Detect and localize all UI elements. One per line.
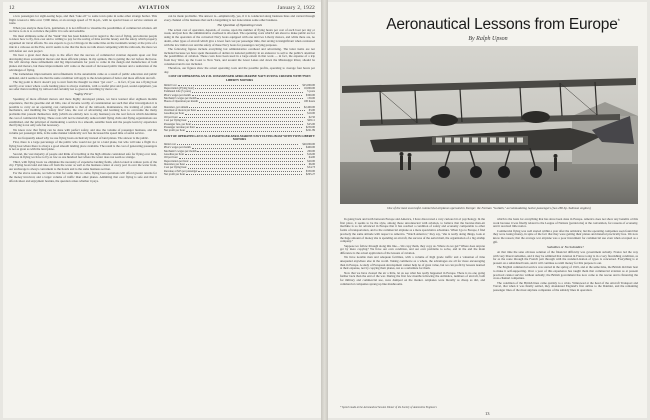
spine-gutter [321, 0, 328, 420]
running-title: AVIATION [138, 5, 170, 11]
paragraph: For the above reasons, we believe that for some time to come, flying boat operations will afford greater returns for the money involved, and a larger volume of traffic than other planes. Admitting that over flying is safe and that it affords sheer and enjoyment besides, the question arises whether it pays. [9, 171, 157, 183]
right-page [328, 2, 647, 418]
left-column-1 [9, 15, 157, 415]
leader-dots [189, 106, 300, 108]
row-value: $250.00 [305, 125, 315, 129]
row-value: $28.11 [307, 119, 315, 123]
right-column-2 [493, 218, 638, 404]
row-value: 150.00 [307, 97, 315, 101]
row-value: $20.00 [307, 159, 315, 163]
byline: By Ralph Upson [468, 36, 508, 42]
row-value: $400.00 [305, 146, 315, 150]
leader-dots [190, 160, 304, 162]
row-value: $40,000.00 [302, 142, 315, 146]
row-label: Oil per hour [164, 115, 178, 119]
paragraph: Commercial flying was well started within a year after the armistice; but the operating companies soon found that they were losing money, in spite of the fact that they were getting their planes and material practically free. We now know the reason; that the average war airplane was a poor investment for commercial use even when accepted as a gift. [493, 228, 638, 244]
table2-rows [164, 143, 315, 176]
subhead-operating-costs: The Question of Operating Costs [217, 22, 262, 27]
paragraph: In going back and forth between Europe and America, I have discovered a very curious bit of psychology. In the first place, it seems to be the style, among those unconnected with aviation, to believe that the heavier-than-air machine is so far advanced in Europe that it has reached a condition of safety and economy comparable to other forms of transportation, and to the commercial airplane as a mere speculative adventure. When I go to Europe, I find precisely the same attitude with respect to America. "Watch America," they say, "she is really doing things, look at the huge amount of money she is spending on aircraft, the success of the aerial mail, the organization of a big airship company." [340, 218, 485, 244]
left-column-2 [164, 15, 315, 415]
paragraph: At that time the sane obvious solution of the financial difficulty was government subsidy. France led the way with very liberal subsidies, and it may be admitted that aviation in France today is in a very flourishing condition, as far as the route through the French pair through with the standard-ization of types is concerned. Everything is at present on a subsidized basis, and it will continue so until money for this purpose is out. [493, 249, 638, 265]
row-value: $16.00 [307, 152, 315, 156]
row-value: $25.00 [307, 122, 315, 126]
leader-dots [185, 153, 303, 155]
row-label: Pilot's wages per month [164, 93, 191, 97]
row-value: $300.00 [305, 93, 315, 97]
paragraph: We are frequently asked why we use flying boats exclusively instead of land planes. The answer is the public. [13, 135, 149, 140]
row-label: Net profit per hour [164, 173, 186, 177]
table2-title: COST OF OPERATING AN F-5L 14 PASSENGER AERO-MARINE NAVY FLYING BOAT WITH TWIN LIBERTY MOTORS [164, 133, 315, 142]
paragraph: When you analyze these facts, gentlemen, it is not difficult to visualize the possibilities of commercial aviation. All we have to do is to convince the public it is safe and sensible. [9, 25, 157, 34]
photo-farman-goliath [340, 46, 638, 204]
row-label: Insurance per hour [164, 163, 185, 166]
subhead-safety-first: "Safety First" [73, 92, 93, 97]
paragraph: The big point is that it doesn't pay to start from the thought we must "get over" — in fact, if you use a flying boat and fly over water where a safe landing place is always available, with a careful pilot and good, sound equipment, you are safer than travelling by railroad and certainly not so great as travelling by motor car. [9, 79, 157, 92]
leader-dots [192, 94, 302, 96]
leader-dots [186, 163, 305, 165]
paragraph: Now that we have cleared the air a little, let us see what has really happened in Europe. There is no one going further back than the end of the war. During the first few months following the Armistice, numbers of aircraft, both for military and commercial use, were dumped on the market. Airplanes were literally as cheap as dirt, and commercial companies sprang up like mushrooms. [340, 270, 485, 286]
row-label: Estimated Life (5 years) [164, 90, 192, 94]
leader-dots [197, 150, 303, 152]
table1-rows [164, 84, 315, 104]
row-value: $2.50 [308, 115, 315, 119]
paragraph: Third, with flying boats we eliminate the necessity of expensive landing fields, often located at remote parts of the city. Flying boats land and take off from the water as well as the business center of every port in over the water front, our anchorage is always convenient to the hotels and to the same business section. [9, 159, 157, 171]
paragraph: The condition of the British lines came quickly to a crisis. Winnowed at the head of the Aircraft Transport and Travel, that when it was finally settled, they abandoned England's first airline to the Daimler, and the remaining passenger lines of the most airplane companies of the subsidy lines in operation. [493, 280, 638, 293]
row-value: $3.00 [308, 109, 315, 113]
photo-caption: One of the most successful commercial airplanes operated in Europe: the Farman "Goliath," accommodating twelve passengers (two 260 hp. Salmson engines) [387, 206, 591, 210]
leader-dots [188, 166, 304, 168]
row-value: $25,000.00 [302, 83, 315, 87]
paragraph: Second, the vast majority of people and think of travelling at the high altitude considered safe for flying over land, whereas in flying we have to fly as low as one hundred feet where the water does not seem so strange. [9, 151, 157, 160]
paragraph: First, there is a large percentage of the public who would not get in a land plane, but who will take a flight in a flying boat where there is always a good smooth landing place available. The result is the cost of generating passengers is not as great as with the land plane. [9, 139, 157, 152]
row-value: $10.00 [307, 112, 315, 116]
header-rule [9, 12, 315, 13]
table1-rows-b [164, 106, 315, 133]
table-row [164, 129, 315, 132]
row-label: Oil per hour [164, 156, 178, 160]
article-title: Aeronautical Lessons from Europe* [386, 16, 620, 33]
paragraph: We hear a great deal these days to the effect that the success of commercial aviation depends upon our first developing more economical motors and more efficient planes. In my opinion, this is getting the cart before the horse. We will develop these refinements and big improvements for years to come in the design and manufacture of both planes and motors, but these improvements will come as the result of increased public interest and a realization of the advantages of flying. [9, 52, 157, 72]
issue-date: January 2, 1922 [277, 5, 315, 11]
leader-dots [179, 156, 305, 158]
paragraph: The English commercial service was started in the spring of 1919, and at the same time, the British did their best to make it self-supporting. Over a year of this experience has taught them that commercial aviation as at present practiced cannot survive without subsidy; the British government has now come to the rescue and is financing the cross-channel companies. [493, 265, 638, 281]
row-label: Cost per flying hour [164, 166, 187, 170]
row-value: $221.89 [305, 129, 315, 133]
leader-dots [192, 146, 302, 148]
leader-dots [177, 143, 299, 145]
row-value: 100 hours [303, 100, 315, 104]
row-label: Passenger revenue per hour [164, 125, 195, 129]
row-label: Pilot's wages per month [164, 146, 191, 150]
row-label: Mechanic's wages per month [164, 97, 197, 101]
leader-dots [198, 170, 302, 172]
leader-dots [192, 123, 303, 125]
row-label: Mechanic's wages per month [164, 149, 197, 153]
row-value: $4.00 [308, 156, 315, 160]
paragraph: a few passengers for sight-seeing hops, and then "take off" to some town quite in some other strange harbor. This flight covered a little over 7,000 miles, at an average speed of 70 m.p.h., with no special bases or service stations en route. [9, 15, 157, 26]
row-value: $2,400.00 [303, 105, 315, 109]
leader-dots [186, 129, 302, 131]
row-label: Initial cost [164, 142, 176, 146]
row-value: $54.73 [307, 166, 315, 170]
leader-dots [178, 84, 299, 86]
leader-dots [195, 87, 300, 89]
row-label: Passenger fare, per hour [164, 122, 192, 126]
row-value: $295.27 [305, 173, 315, 177]
row-value: $6.00 [308, 163, 315, 166]
airplane-photo-illustration [340, 46, 638, 204]
paragraph: which is the basis for everything that has since been done in Europe. America does not show any benefits of this work because it was finally related to the League of Nations (pardon me) at the convention, for reasons of economy, and it received little notice. [493, 218, 638, 229]
paragraph: The actual cost of operation, depends, of course, upon the number of flying hours per cost of each boat per day or week, and just how the administrative overhead is allocated. The operating costs which I am about to make public are for using in the operation of the converted Navy boats equipped with one and two Liberty motors, and while there are, no doubt, other types of aircraft which give a lower fuel cost per passenger mile, that saving is insignificant when contrasted with the low initial cost and the safety of these Navy boats for passenger carrying purposes. [164, 27, 315, 47]
row-value: 3 years [307, 90, 315, 94]
leader-dots [188, 119, 304, 121]
row-label: Overhaul of motors per hour [164, 109, 197, 113]
row-value: 200.00 [307, 149, 315, 153]
footnote: * Speech made at the Aeronautical Session Dinner of the Society of Automotive Engineers [340, 406, 437, 409]
row-label: Gasoline per hour [164, 112, 185, 116]
paragraph: We know now that flying can be done with perfect safety, and also the volume of passenger business, and the volume per passenger mile, is the same manner identically as it has increased the speed time of aerial service. [9, 127, 157, 136]
leader-dots [186, 173, 302, 175]
leader-dots [199, 100, 300, 102]
leader-dots [179, 116, 305, 118]
left-page [3, 2, 321, 418]
row-label: Revenue at $25 per passenger [164, 169, 198, 173]
leader-dots [192, 90, 303, 92]
row-label: Depreciation (Flying boat) [164, 87, 194, 91]
paragraph: The following figures include everything but administrative overhead and advertising. The latter items are not included because we have spent thousands of dollars in national publicity in an endeavor to sell to the public's attention the possibilities of aviation. These costs have been used in a large extent in that work — in fact, the expense of a trip from Key West, up the Coast to New York, and around the Great Lakes and down the Mississippi River, should be considered and is not included. [164, 46, 315, 66]
row-value: $350.00 [305, 169, 315, 173]
row-label: Net profit per hour [164, 129, 186, 133]
table1-title: COST OF OPERATING AN F-5L 10 PASSENGER AERO-MARINE NAVY FLYING CRUISER WITH TWIN LIBERTY MOTORS [168, 74, 311, 83]
page-number-left: 12 [9, 5, 15, 11]
row-label: Insurance, per annum [164, 105, 189, 109]
paragraph: We have notable men and adequate facilities, with a volume of high grade traffic and a valuation of time unequaled anywhere else in the world. Taking commerce as a whole, the advantages are all for more encouraging than in Europe. A study of European development cannot help be of great value, but we can profit by lessons learned at their expense, not by copying their planes, not as a substitute for them. [340, 255, 485, 271]
leader-dots [197, 97, 303, 99]
right-column-1 [340, 218, 485, 404]
row-label: Depreciation per hour [164, 159, 189, 163]
leader-dots [197, 109, 305, 111]
paragraph: can be made profitable. The answer is—emphatically, yes, if it is conducted along business lines and carried through every channel of the business that such a bargaining is not done unless some other business. [164, 15, 315, 22]
row-value: 10,000.00 [303, 87, 315, 91]
row-label: Gasoline per hour [164, 152, 185, 156]
leader-dots [196, 126, 302, 128]
paragraph: The tremendous improvements and refinements in the automobile came as a result of public education and public demand, and it seems to me that the same condition will apply to the development of better and more efficient aircraft. [9, 71, 157, 80]
paragraph: Suppose we follow through along this line.—We copy them, they copy us. Where do we get? Where does anyone get by mere copying? We have our own condition, and our own problems to solve, and in the end the main difference is the actual application of the lessons of aviation. [340, 243, 485, 255]
subhead-subsidies: Subsidies or No Subsidies? [547, 244, 584, 249]
row-label: Hours of Operation per month [164, 100, 198, 104]
paragraph: Therefore, our figures show the actual operating costs and the possible profits, operating to average four hours per day. [164, 65, 315, 74]
paragraph: We must eliminate some of the "bunk" that has been handed out in regard to the cost of flying, and educate people to know how to fly, first-cost and to willing to pay for the saving of time and the luxury and the safety which property organized air travel affords. No one expects to go to Chicago in the same time on the twentieth century at the price of a ride in a caboose on the Erie, and it seems to me that the more we talk about competing with the railroads, the more we will defeat our own project. [9, 33, 157, 53]
leader-dots [185, 112, 303, 114]
table-row [164, 173, 315, 176]
paragraph: Speaking of more efficient motors and more highly developed planes, we have learned after eighteen months experience, that the gasoline and oil bills, rate of income worthy of consideration are such that after investigation it is possible to carry on an operating cost comparable to that of the railroads, maintenance, the training of pilots and mechanics, and instilling the "safety first" idea, the cost of advertising and learning how to overcome the many problems that present themselves daily (which are entirely new to any business) are the real factors which determine the cost of commercial flying. These costs will not be materially reduced until flying clubs and flying organizations are established, and the principal of maintaining a service in a smooth, sensible basis and the people learn by experience that flying is not only safe but necessary. [9, 97, 157, 128]
row-label: Initial Cost [164, 83, 177, 87]
row-label: Cost per flying hour [164, 119, 187, 123]
page-number-right: 13 [485, 411, 490, 416]
